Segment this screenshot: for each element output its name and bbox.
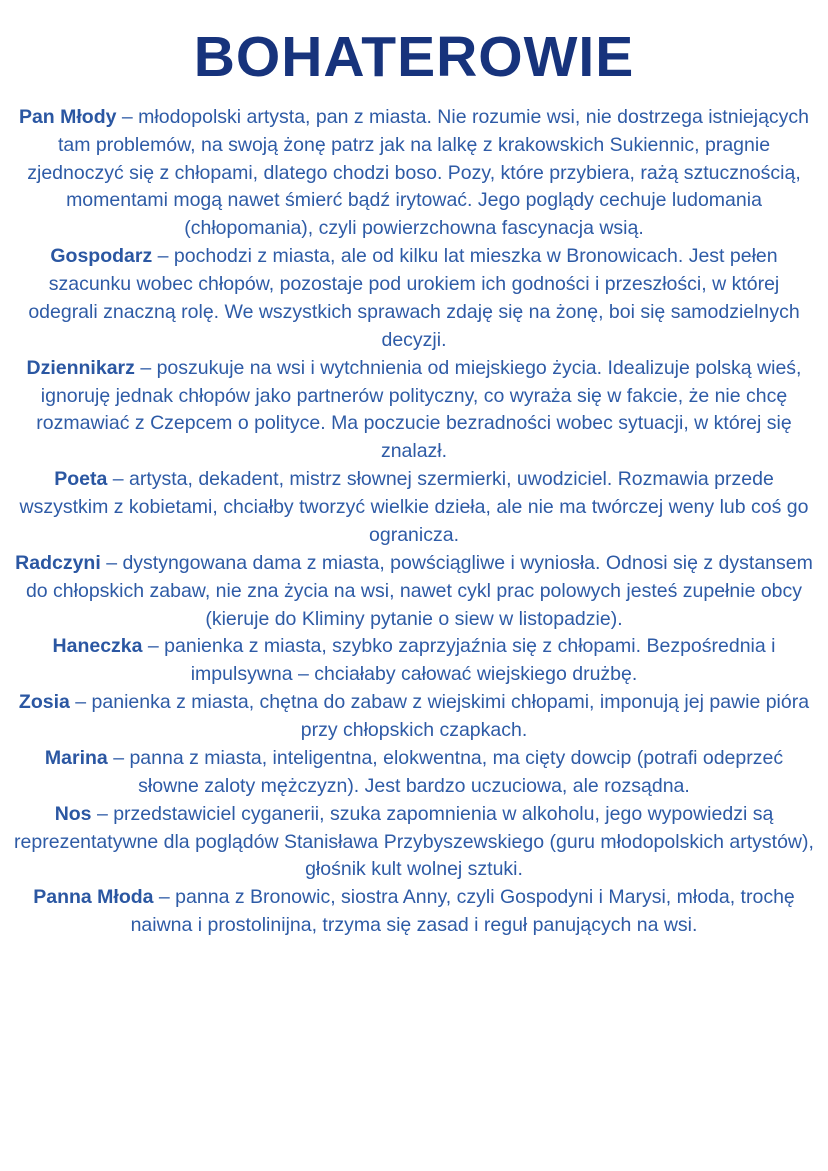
character-description: – panna z miasta, inteligentna, elokwentna, ma cięty dowcip (potrafi odeprzeć słowne zaloty mężczyzn). Jest bardzo uczuciowa, ale rozsądna. [113, 746, 784, 797]
character-description: – przedstawiciel cyganerii, szuka zapomnienia w alkoholu, jego wypowiedzi są reprezentatywne dla poglądów Stanisława Przybyszewskiego (guru młodopolskich artystów), głośnik kult wolnej sztuki. [14, 802, 814, 881]
character-name: Nos [54, 802, 92, 825]
character-description: – panna z Bronowic, siostra Anny, czyli Gospodyni i Marysi, młoda, trochę naiwna i prostolinijna, trzyma się zasad i reguł panujących na wsi. [130, 886, 795, 937]
character-entry [13, 550, 815, 634]
character-entry [13, 633, 815, 689]
character-name: Gospodarz [50, 245, 153, 268]
character-name: Haneczka [52, 635, 143, 658]
page-title: BOHATEROWIE [193, 25, 635, 89]
character-entry [13, 884, 815, 940]
character-entry [13, 745, 815, 801]
character-name: Marina [44, 746, 108, 769]
character-name: Poeta [54, 468, 108, 491]
character-name: Pan Młody [18, 105, 117, 128]
character-name: Radczyni [15, 551, 101, 574]
character-description: – panienka z miasta, chętna do zabaw z wiejskimi chłopami, imponują jej pawie pióra przy chłopskich czapkach. [75, 691, 810, 742]
character-description: – pochodzi z miasta, ale od kilku lat mieszka w Bronowicach. Jest pełen szacunku wobec chłopów, pozostaje pod urokiem ich godności i przeszłości, w której odegrali znaczną rolę. We wszystkich sprawach zdaję się na żonę, boi się samodzielnych decyzji. [28, 245, 800, 351]
character-entry [13, 104, 815, 243]
character-description: – panienka z miasta, szybko zaprzyjaźnia się z chłopami. Bezpośrednia i impulsywna – chciałaby całować wiejskiego drużbę. [147, 635, 776, 686]
character-entry [13, 466, 815, 550]
character-name: Zosia [18, 691, 70, 714]
character-name: Dziennikarz [26, 356, 135, 379]
character-description: – artysta, dekadent, mistrz słownej szermierki, uwodziciel. Rozmawia przede wszystkim z kobietami, chciałby tworzyć wielkie dzieła, ale nie ma twórczej weny lub coś go ogranicza. [19, 468, 809, 546]
character-name: Panna Młoda [33, 886, 154, 909]
character-description: – poszukuje na wsi i wytchnienia od miejskiego życia. Idealizuje polską wieś, ignoruję jednak chłopów jako partnerów polityczny, co wyraża się w fakcie, że nie chcę rozmawiać z Czepcem o polityce. Ma poczucie bezradności wobec sytuacji, w której się znalazł. [36, 356, 802, 463]
character-entry [13, 801, 815, 885]
character-description: – dystyngowana dama z miasta, powściągliwe i wyniosła. Odnosi się z dystansem do chłopskich zabaw, nie zna życia na wsi, nawet cykl prac polowych jesteś zupełnie obcy (kieruje do Kliminy pytanie o siew w listopadzie). [25, 551, 813, 630]
character-entry [13, 689, 815, 745]
character-entry [13, 243, 815, 355]
character-description: – młodopolski artysta, pan z miasta. Nie rozumie wsi, nie dostrzega istniejących tam problemów, na swoją żonę patrz jak na lalkę z krakowskich Sukiennic, pragnie zjednoczyć się z chłopami, dlatego chodzi boso. Pozy, które przybiera, rażą sztucznością, momentami mogą nawet śmierć bądź irytować. Jego poglądy cechuje ludomania (chłopomania), czyli powierzchowna fascynacja wsią. [27, 105, 810, 240]
character-entry [13, 355, 815, 467]
